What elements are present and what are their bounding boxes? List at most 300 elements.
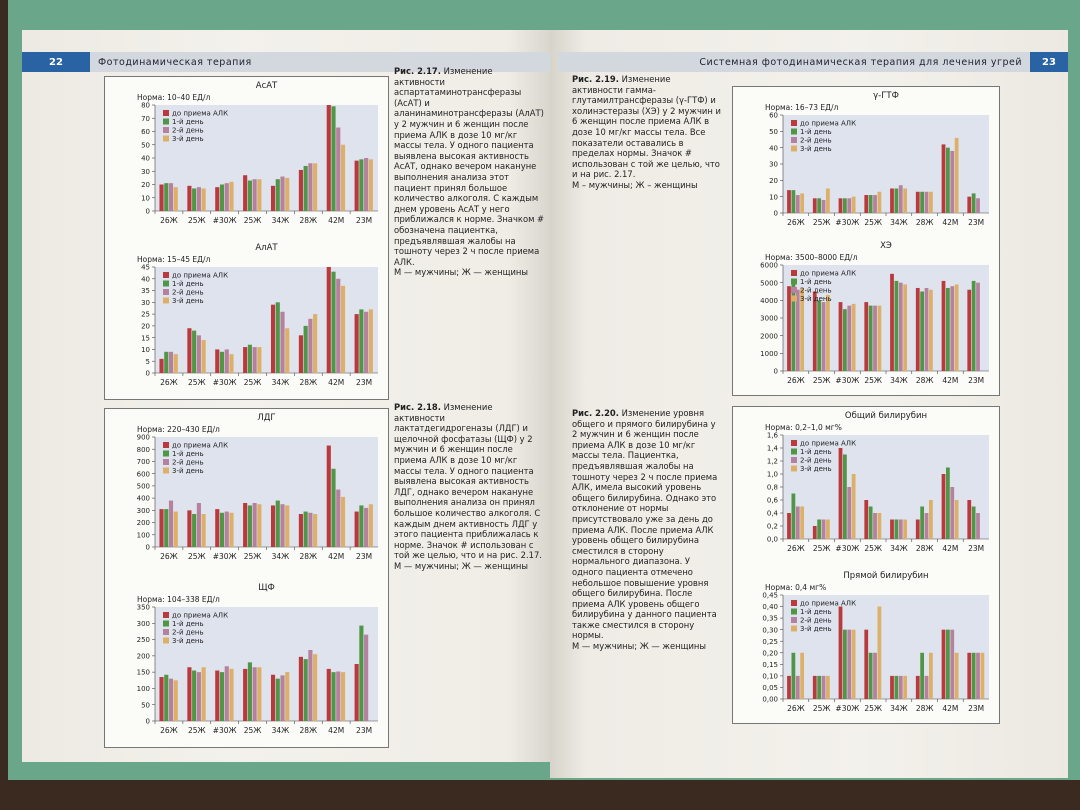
bar-4 — [202, 667, 206, 721]
bar-2 — [164, 183, 168, 211]
x-tick-label: 26Ж — [787, 218, 805, 227]
chart-norm-label: Норма: 16–73 ЕД/л — [765, 103, 839, 112]
bar-4 — [202, 340, 206, 373]
y-tick-label: 10 — [141, 346, 150, 355]
legend-swatch — [791, 609, 797, 615]
legend-swatch — [163, 468, 169, 474]
bar-2 — [304, 512, 308, 547]
bar-1 — [839, 448, 843, 539]
bar-3 — [822, 302, 826, 371]
caption-2-18-text: Изменение активности лактатдегидрогеназы (ЛДГ) и щелочной фосфатазы (ЩФ) у 2 мужчин и 6 женщин после приема АЛК в дозе 10 мг/кг массы тела. У одного пациента выявлена высокая активность ЛДГ, однако вечером накануне выполнения анализа он принял большое количество алкоголя. С каждым днем активность ЛДГ у этого пациента приближалась к норме. Значок # использован с той же целью, что и на рис. 2.17. — [394, 402, 542, 561]
chart-asat — [105, 77, 388, 235]
bar-2 — [869, 653, 873, 699]
bar-4 — [903, 284, 907, 371]
y-tick-label: 500 — [136, 482, 150, 491]
x-tick-label: 42М — [942, 376, 959, 385]
bar-4 — [929, 500, 933, 539]
y-tick-label: 0,15 — [762, 660, 778, 669]
y-tick-label: 1,2 — [766, 457, 778, 466]
x-tick-label: 23М — [356, 726, 373, 735]
legend-swatch — [163, 110, 169, 116]
bar-1 — [813, 198, 817, 213]
bar-1 — [864, 195, 868, 213]
bar-4 — [852, 630, 856, 699]
legend-label: 2-й день — [800, 616, 832, 625]
bar-3 — [976, 283, 980, 371]
x-tick-label: #30Ж — [212, 726, 237, 735]
bar-2 — [946, 468, 950, 540]
legend-label: до приема АЛК — [800, 599, 857, 608]
bar-2 — [972, 653, 976, 699]
y-tick-label: 45 — [141, 263, 150, 272]
x-tick-label: 26Ж — [787, 376, 805, 385]
bar-4 — [852, 474, 856, 539]
bar-4 — [174, 512, 178, 547]
bar-1 — [942, 474, 946, 539]
x-tick-label: 25Ж — [864, 218, 882, 227]
legend-swatch — [163, 272, 169, 278]
bar-4 — [341, 672, 345, 721]
bar-3 — [950, 630, 954, 699]
bar-2 — [359, 626, 363, 721]
x-tick-label: 26Ж — [160, 378, 178, 387]
bar-1 — [890, 274, 894, 371]
x-tick-label: 42М — [328, 552, 345, 561]
y-tick-label: 10 — [141, 194, 150, 203]
chart-alat — [105, 239, 388, 397]
figure-2-18 — [104, 408, 389, 748]
legend-swatch — [791, 137, 797, 143]
y-tick-label: 0 — [145, 543, 150, 552]
bar-1 — [327, 669, 331, 721]
bar-1 — [243, 347, 247, 373]
legend-label: 3-й день — [800, 465, 832, 474]
bar-3 — [925, 676, 929, 699]
x-tick-label: 28Ж — [915, 376, 934, 385]
bar-3 — [308, 163, 312, 211]
caption-2-17-text: Изменение активности аспартатаминотрансферазы (АсАТ) и аланинаминотрансферазы (АлАТ) у 2 мужчин и 6 женщин после приема АЛК в дозе 10 мг/кг массы тела. У одного пациента выявлена высокая активность АсАТ, однако вечером накануне выполнения анализа этот пациент принял большое количество алкоголя. С каждым днем уровень АсАТ у него приближался к норме. Значком # обозначена пациентка, предъявлявшая жалобы на тошноту через 2 ч после приема АЛК. — [394, 66, 545, 267]
chart-title: Прямой билирубин — [843, 571, 929, 581]
bar-1 — [787, 286, 791, 371]
bar-1 — [159, 509, 163, 547]
bar-3 — [308, 513, 312, 547]
bar-1 — [187, 510, 191, 547]
x-tick-label: 28Ж — [915, 544, 934, 553]
right-header-title: Системная фотодинамическая терапия для лечения угрей — [558, 52, 1030, 72]
bar-4 — [878, 607, 882, 699]
x-tick-label: 42М — [942, 218, 959, 227]
x-tick-label: 23М — [968, 376, 985, 385]
x-tick-label: #30Ж — [835, 704, 860, 713]
bar-2 — [192, 188, 196, 211]
bar-4 — [955, 284, 959, 371]
caption-2-19 — [572, 74, 722, 191]
x-tick-label: 25Ж — [812, 376, 831, 385]
y-tick-label: 0 — [773, 367, 778, 376]
bar-1 — [967, 500, 971, 539]
y-tick-label: 25 — [141, 310, 150, 319]
bar-4 — [800, 653, 804, 699]
bar-3 — [225, 349, 229, 373]
legend-label: 1-й день — [172, 620, 204, 629]
chart-bilirubin-direct — [733, 567, 999, 723]
bar-3 — [336, 490, 340, 547]
legend-swatch — [163, 289, 169, 295]
y-tick-label: 0,05 — [762, 684, 778, 693]
bar-1 — [327, 267, 331, 373]
bar-2 — [869, 306, 873, 371]
x-tick-label: 26Ж — [160, 216, 178, 225]
chart-title: ХЭ — [880, 241, 892, 251]
x-tick-label: 25Ж — [243, 726, 262, 735]
legend-swatch — [791, 457, 797, 463]
caption-2-20-footer: М — мужчины; Ж — женщины — [572, 641, 707, 652]
y-tick-label: 1,0 — [766, 470, 778, 479]
y-tick-label: 1,6 — [766, 431, 778, 440]
bar-4 — [826, 295, 830, 371]
bar-1 — [327, 105, 331, 211]
x-tick-label: 42М — [328, 726, 345, 735]
bar-1 — [864, 302, 868, 371]
bar-3 — [308, 319, 312, 373]
bar-2 — [220, 352, 224, 373]
y-tick-label: 0,4 — [766, 509, 778, 518]
legend-swatch — [791, 129, 797, 135]
legend-swatch — [791, 146, 797, 152]
bar-2 — [791, 190, 795, 213]
bar-1 — [187, 667, 191, 721]
bar-1 — [942, 281, 946, 371]
bar-2 — [972, 507, 976, 540]
bar-3 — [925, 513, 929, 539]
bar-2 — [791, 494, 795, 540]
bar-4 — [285, 672, 289, 721]
chart-title: γ-ГТФ — [873, 91, 899, 101]
caption-2-18 — [394, 402, 546, 572]
x-tick-label: 28Ж — [915, 704, 934, 713]
legend-label: 3-й день — [800, 295, 832, 304]
legend-label: 3-й день — [172, 637, 204, 646]
bar-2 — [304, 166, 308, 211]
bar-3 — [169, 679, 173, 721]
bar-3 — [169, 501, 173, 547]
bar-1 — [839, 198, 843, 213]
bar-1 — [916, 520, 920, 540]
legend-label: 3-й день — [172, 467, 204, 476]
x-tick-label: 25Ж — [812, 544, 831, 553]
bar-2 — [276, 679, 280, 721]
bar-2 — [164, 675, 168, 721]
legend-label: 1-й день — [800, 608, 832, 617]
y-tick-label: 50 — [141, 701, 150, 710]
bar-3 — [847, 306, 851, 371]
left-header-title: Фотодинамическая терапия — [90, 52, 550, 72]
bar-4 — [313, 314, 317, 373]
legend-label: до приема АЛК — [172, 109, 229, 118]
y-tick-label: 1000 — [760, 349, 778, 358]
bar-3 — [364, 635, 368, 721]
legend-swatch — [163, 127, 169, 133]
chart-title: АсАТ — [255, 81, 278, 91]
y-tick-label: 300 — [136, 506, 150, 515]
x-tick-label: 34Ж — [271, 216, 290, 225]
chart-title: Общий билирубин — [844, 411, 928, 421]
bar-3 — [847, 487, 851, 539]
y-tick-label: 0 — [145, 207, 150, 216]
caption-2-18-footer: М — мужчины; Ж — женщины — [394, 560, 529, 571]
bar-2 — [192, 331, 196, 373]
bar-3 — [873, 195, 877, 213]
figure-2-20 — [732, 406, 1000, 724]
bar-4 — [852, 304, 856, 371]
bar-2 — [304, 326, 308, 373]
x-tick-label: 34Ж — [890, 544, 908, 553]
right-page — [550, 30, 1068, 778]
bar-1 — [787, 513, 791, 539]
bar-1 — [187, 328, 191, 373]
y-tick-label: 0,00 — [762, 695, 778, 704]
caption-2-19-footer: М – мужчины; Ж – женщины — [572, 179, 698, 190]
x-tick-label: 23М — [968, 544, 985, 553]
y-tick-label: 50 — [769, 127, 778, 136]
bar-4 — [174, 187, 178, 211]
y-tick-label: 400 — [136, 494, 150, 503]
x-tick-label: 25Ж — [188, 726, 206, 735]
bar-3 — [197, 503, 201, 547]
caption-2-17 — [394, 66, 546, 278]
bar-2 — [331, 272, 335, 373]
bar-3 — [280, 177, 284, 211]
legend-label: 2-й день — [172, 126, 204, 135]
legend-label: до приема АЛК — [172, 611, 229, 620]
y-tick-label: 0,6 — [766, 496, 778, 505]
bar-3 — [925, 192, 929, 213]
bar-1 — [215, 187, 219, 211]
y-tick-label: 2000 — [760, 332, 778, 341]
bar-2 — [946, 148, 950, 213]
y-tick-label: 800 — [136, 445, 150, 454]
chart-bilirubin-total — [733, 407, 999, 563]
x-tick-label: 42М — [328, 378, 345, 387]
bar-3 — [950, 286, 954, 371]
y-tick-label: 10 — [769, 193, 778, 202]
bar-1 — [864, 630, 868, 699]
legend-swatch — [163, 621, 169, 627]
x-tick-label: 28Ж — [299, 552, 318, 561]
x-tick-label: 23М — [968, 218, 985, 227]
x-tick-label: #30Ж — [835, 376, 860, 385]
bar-4 — [341, 497, 345, 547]
bar-1 — [967, 197, 971, 213]
bar-4 — [285, 328, 289, 373]
bar-2 — [164, 509, 168, 547]
bar-1 — [243, 669, 247, 721]
bar-4 — [257, 667, 261, 721]
x-tick-label: 42М — [942, 704, 959, 713]
bar-4 — [313, 163, 317, 211]
bar-1 — [215, 671, 219, 721]
caption-2-20-label: Рис. 2.20. — [572, 408, 619, 418]
caption-2-20-text: Изменение уровня общего и прямого билирубина у 2 мужчин и 6 женщин после приема АЛК в дозе 10 мг/кг массы тела. Пациентка, предъявлявшая жалобы на тошноту через 2 ч после приема АЛК, имела высокий уровень общего билирубина. Однако это отклонение от нормы присутствовало уже за день до приема АЛК. После приема АЛК уровень общего билирубина сместился в сторону нормального диапазона. У одного пациента отмечено небольшое повышение уровня общего билирубина. После приема АЛК уровень общего билирубина у данного пациента также сместился в сторону нормы. — [572, 408, 718, 641]
x-tick-label: 25Ж — [243, 216, 262, 225]
bar-1 — [355, 161, 359, 211]
bar-3 — [253, 503, 257, 547]
bar-1 — [187, 186, 191, 211]
legend-swatch — [791, 279, 797, 285]
bar-2 — [920, 653, 924, 699]
bar-1 — [942, 630, 946, 699]
bar-4 — [852, 197, 856, 213]
legend-swatch — [791, 440, 797, 446]
bar-4 — [285, 505, 289, 547]
bar-3 — [197, 187, 201, 211]
chart-norm-label: Норма: 0,4 мг% — [765, 583, 827, 592]
bar-3 — [364, 508, 368, 547]
bar-2 — [220, 185, 224, 212]
bar-3 — [873, 513, 877, 539]
bar-2 — [920, 192, 924, 213]
bar-2 — [946, 288, 950, 371]
caption-2-19-text: Изменение активности гамма-глутамилтрансферазы (γ-ГТФ) и холинэстеразы (ХЭ) у 2 мужчин и 6 женщин после приема АЛК в дозе 10 мг/кг массы тела. Все показатели оставались в пределах нормы. Значок # использован с той же целью, что и на рис. 2.17. — [572, 74, 721, 180]
legend-swatch — [163, 638, 169, 644]
bar-3 — [280, 504, 284, 547]
x-tick-label: 26Ж — [160, 552, 178, 561]
y-tick-label: 600 — [136, 470, 150, 479]
bar-2 — [817, 198, 821, 213]
y-tick-label: 100 — [136, 531, 150, 540]
bar-3 — [253, 179, 257, 211]
bar-2 — [359, 505, 363, 547]
bar-4 — [929, 290, 933, 371]
bar-4 — [369, 159, 373, 211]
x-tick-label: 26Ж — [787, 544, 805, 553]
x-tick-label: 25Ж — [243, 378, 262, 387]
bar-4 — [826, 189, 830, 214]
y-tick-label: 0,25 — [762, 637, 778, 646]
y-tick-label: 60 — [769, 111, 778, 120]
bar-4 — [202, 514, 206, 547]
x-tick-label: 28Ж — [915, 218, 934, 227]
bar-4 — [229, 669, 233, 721]
right-page-number: 23 — [1030, 52, 1068, 72]
bar-3 — [280, 312, 284, 373]
y-tick-label: 5000 — [760, 279, 778, 288]
bar-4 — [955, 138, 959, 213]
bar-2 — [894, 189, 898, 214]
bar-4 — [313, 514, 317, 547]
y-tick-label: 30 — [141, 167, 150, 176]
bar-4 — [257, 504, 261, 547]
bar-4 — [202, 188, 206, 211]
bar-1 — [215, 349, 219, 373]
y-tick-label: 0 — [145, 717, 150, 726]
bar-3 — [822, 676, 826, 699]
bar-3 — [873, 306, 877, 371]
y-tick-label: 40 — [769, 144, 778, 153]
bar-1 — [299, 170, 303, 211]
bar-1 — [299, 335, 303, 373]
bar-3 — [225, 512, 229, 547]
y-tick-label: 0,8 — [766, 483, 778, 492]
y-tick-label: 20 — [769, 176, 778, 185]
bar-3 — [822, 520, 826, 540]
y-tick-label: 15 — [141, 334, 150, 343]
x-tick-label: 25Ж — [243, 552, 262, 561]
legend-swatch — [791, 449, 797, 455]
legend-label: 3-й день — [172, 135, 204, 144]
bar-1 — [299, 657, 303, 721]
y-tick-label: 0,2 — [766, 522, 778, 531]
caption-2-18-label: Рис. 2.18. — [394, 402, 441, 412]
bar-1 — [916, 192, 920, 213]
y-tick-label: 250 — [136, 636, 150, 645]
bar-1 — [864, 500, 868, 539]
bar-1 — [159, 185, 163, 212]
bar-3 — [899, 676, 903, 699]
bar-4 — [903, 520, 907, 540]
bar-2 — [817, 300, 821, 371]
x-tick-label: #30Ж — [835, 544, 860, 553]
bar-1 — [813, 292, 817, 372]
bar-3 — [336, 128, 340, 211]
bar-1 — [890, 520, 894, 540]
bar-3 — [336, 279, 340, 373]
x-tick-label: 25Ж — [188, 552, 206, 561]
bar-2 — [843, 198, 847, 213]
legend-label: 2-й день — [172, 628, 204, 637]
legend-label: 1-й день — [800, 278, 832, 287]
legend-label: до приема АЛК — [800, 119, 857, 128]
y-tick-label: 0,30 — [762, 626, 778, 635]
bar-1 — [299, 514, 303, 547]
y-tick-label: 50 — [141, 141, 150, 150]
y-tick-label: 4000 — [760, 296, 778, 305]
chart-norm-label: Норма: 0,2–1,0 мг% — [765, 423, 842, 432]
legend-swatch — [163, 629, 169, 635]
bar-2 — [276, 302, 280, 373]
bar-2 — [817, 520, 821, 540]
y-tick-label: 0,10 — [762, 672, 778, 681]
bar-4 — [929, 192, 933, 213]
legend-swatch — [791, 626, 797, 632]
bar-1 — [355, 314, 359, 373]
bar-4 — [174, 680, 178, 721]
bar-1 — [327, 446, 331, 547]
legend-swatch — [163, 136, 169, 142]
legend-label: 1-й день — [800, 448, 832, 457]
bar-4 — [257, 179, 261, 211]
bar-4 — [826, 520, 830, 540]
x-tick-label: 25Ж — [188, 378, 206, 387]
chart-norm-label: Норма: 10–40 ЕД/л — [137, 93, 211, 102]
bar-4 — [257, 347, 261, 373]
bar-3 — [169, 352, 173, 373]
bar-4 — [341, 145, 345, 211]
y-tick-label: 6000 — [760, 261, 778, 270]
legend-label: 3-й день — [172, 297, 204, 306]
legend-label: до приема АЛК — [800, 439, 857, 448]
bar-2 — [791, 653, 795, 699]
x-tick-label: 42М — [942, 544, 959, 553]
y-tick-label: 60 — [141, 128, 150, 137]
bar-2 — [894, 281, 898, 371]
bar-4 — [229, 182, 233, 211]
bar-3 — [873, 653, 877, 699]
bar-1 — [890, 189, 894, 214]
y-tick-label: 80 — [141, 101, 150, 110]
legend-label: 1-й день — [800, 128, 832, 137]
bar-2 — [869, 507, 873, 540]
